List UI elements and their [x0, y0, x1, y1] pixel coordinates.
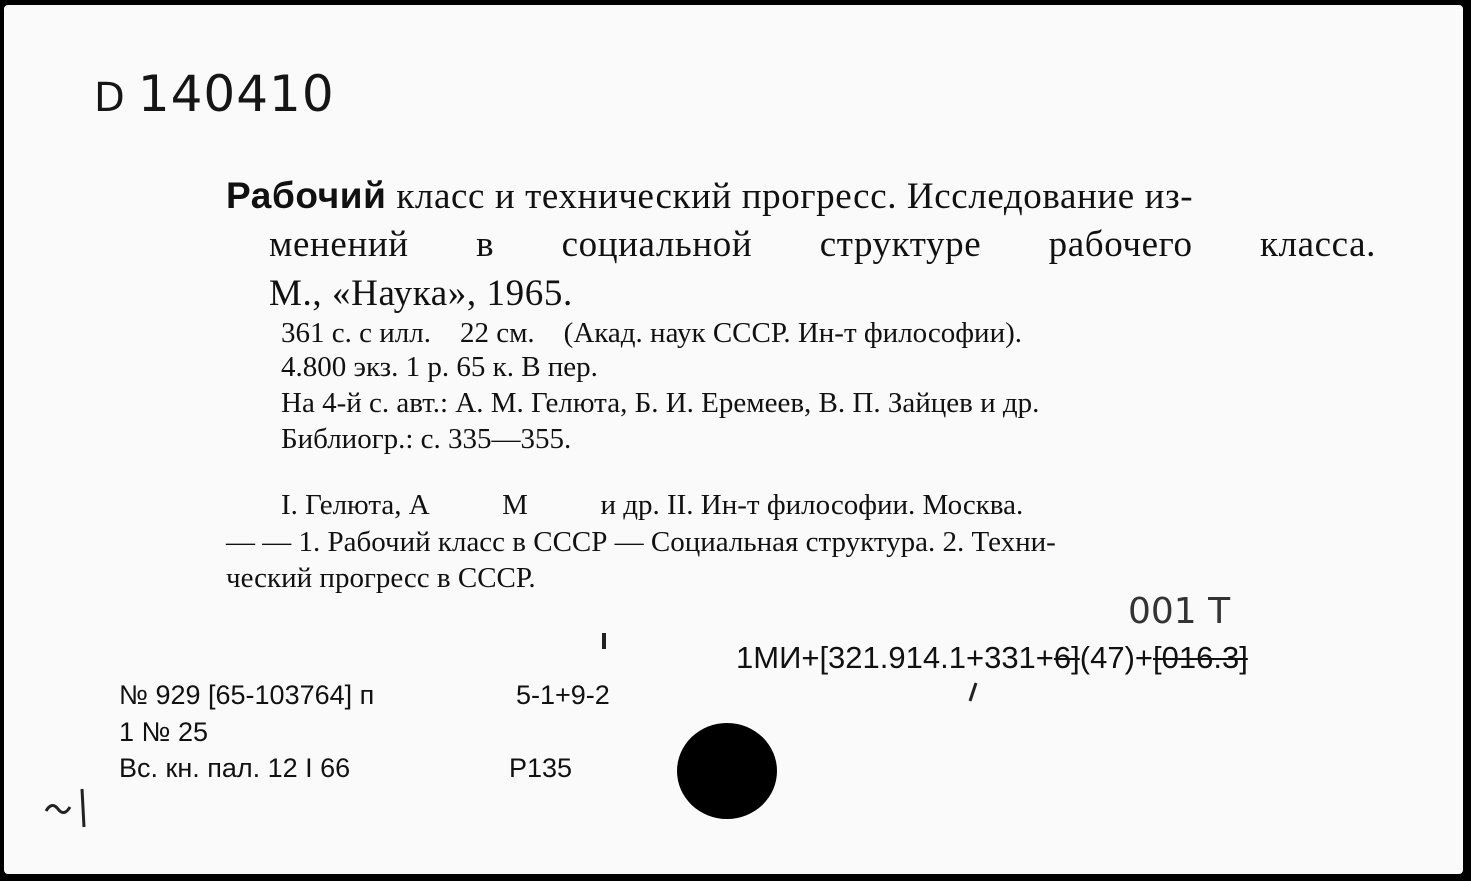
collation-line-1: 361 с. с илл. 22 см. (Акад. наук СССР. Ин-т философии).: [281, 317, 1023, 349]
copy-number: 1 № 25: [119, 717, 209, 747]
catalog-card: [4, 5, 1463, 874]
distribution-code: 5-1+9-2: [516, 680, 610, 710]
title-line-1: [226, 175, 1376, 218]
classification-struck-end: [016.3]: [1153, 640, 1248, 675]
tick-mark: [602, 633, 606, 649]
call-number-prefix: D: [94, 75, 126, 121]
punch-hole: [677, 723, 777, 819]
title-line-3-imprint: М., «Наука», 1965.: [269, 273, 573, 314]
tracing-line-1: I. Гелюта, А М и др. II. Ин-т философии. Москва.: [281, 489, 1024, 521]
call-number-value: 140410: [137, 65, 335, 123]
note-authors: На 4-й с. авт.: А. М. Гелюта, Б. И. Еремеев, В. П. Зайцев и др.: [281, 387, 1040, 419]
classification-main: 1МИ+[321.914.1+331+: [736, 640, 1054, 675]
title-line-2: менений в социальной структуре рабочего класса.: [269, 224, 1376, 265]
book-chamber-stamp: Вс. кн. пал. 12 I 66: [119, 753, 351, 783]
note-bibliography: Библиогр.: с. 335—355.: [281, 423, 572, 455]
pen-tick-icon: [966, 681, 980, 703]
collation-line-2: 4.800 экз. 1 р. 65 к. В пер.: [281, 351, 598, 383]
handwritten-call-number: [94, 65, 335, 123]
classification-struck-6: 6]: [1053, 640, 1080, 675]
pen-scribble-icon: [42, 783, 92, 833]
order-number: № 929 [65-103764] п: [119, 680, 375, 710]
classification-after-6: (47)+: [1079, 640, 1153, 675]
classification-index: [736, 640, 1248, 676]
handwritten-classification-note: 001 Т: [1128, 591, 1231, 632]
title-line-1-rest: класс и технический прогресс. Исследование из-: [386, 176, 1194, 217]
tracing-line-2: — — 1. Рабочий класс в СССР — Социальная структура. 2. Техни-: [226, 526, 1056, 558]
tracing-line-3: ческий прогресс в СССР.: [226, 562, 536, 594]
title-lead-word: Рабочий: [226, 175, 387, 216]
price-code: Р135: [509, 753, 573, 783]
